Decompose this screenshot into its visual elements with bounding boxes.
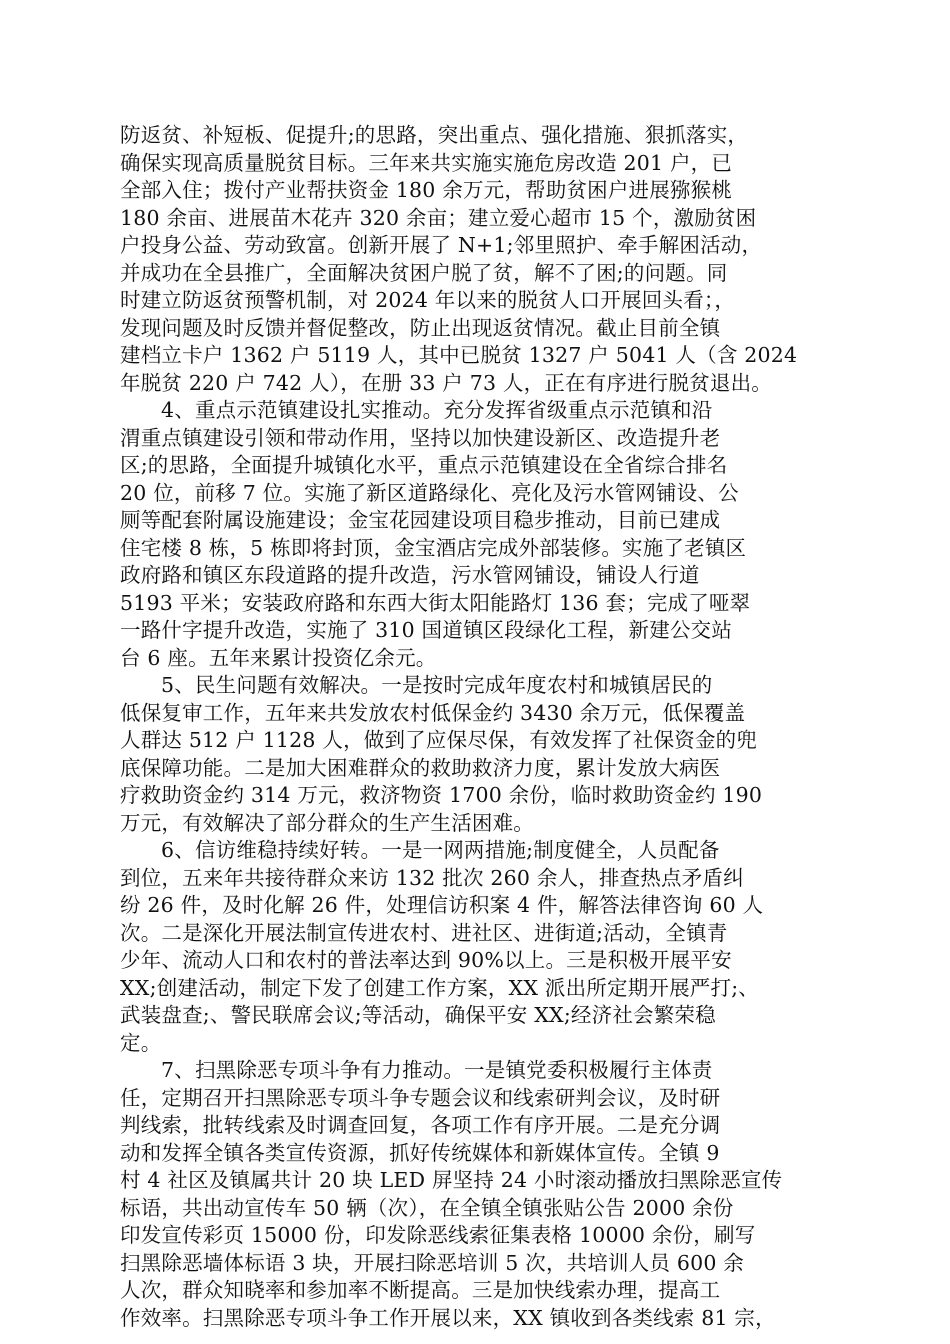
text-line: 5193 平米；安装政府路和东西大街太阳能路灯 136 套；完成了哑翠 — [120, 590, 751, 615]
text-line: 渭重点镇建设引领和带动作用，坚持以加快建设新区、改造提升老 — [120, 425, 721, 450]
paragraph-petition-stability — [120, 837, 832, 1057]
text-line: 厕等配套附属设施建设；金宝花园建设项目稳步推动，目前已建成 — [120, 508, 721, 532]
text-line: 扫黑除恶墙体标语 3 块，开展扫除恶培训 5 次，共培训人员 600 余 — [120, 1250, 745, 1275]
text-line: 4、重点示范镇建设扎实推动。充分发挥省级重点示范镇和沿 — [161, 398, 713, 422]
text-line: 确保实现高质量脱贫目标。三年来共实施实施危房改造 201 户，已 — [120, 150, 733, 175]
paragraph-poverty-alleviation — [120, 122, 832, 397]
text-line: 户投身公益、劳动致富。创新开展了 N+1;邻里照护、牵手解困活动， — [120, 233, 763, 257]
text-line: 疗救助资金约 314 万元，救济物资 1700 余份，临时救助资金约 190 — [120, 783, 763, 807]
text-line: 180 余亩、进展苗木花卉 320 余亩；建立爱心超市 15 个，激励贫困 — [120, 205, 757, 230]
paragraph-livelihood — [120, 672, 832, 837]
text-line: 判线索，批转线索及时调查回复，各项工作有序开展。二是充分调 — [120, 1113, 721, 1137]
text-line: 台 6 座。五年来累计投资亿余元。 — [120, 645, 437, 670]
text-line: 低保复审工作，五年来共发放农村低保金约 3430 余万元，低保覆盖 — [120, 700, 746, 725]
text-line: 武装盘查;、警民联席会议;等活动，确保平安 XX;经济社会繁荣稳 — [120, 1003, 716, 1027]
text-line: 动和发挥全镇各类宣传资源，抓好传统媒体和新媒体宣传。全镇 9 — [120, 1140, 720, 1165]
text-line: 定。 — [120, 1030, 162, 1055]
text-line: 7、扫黑除恶专项斗争有力推动。一是镇党委积极履行主体责 — [161, 1058, 713, 1082]
text-line: 防返贫、补短板、促提升;的思路，突出重点、强化措施、狠抓落实， — [120, 123, 749, 147]
text-line: 一路什字提升改造，实施了 310 国道镇区段绿化工程，新建公交站 — [120, 618, 733, 642]
text-line: 政府路和镇区东段道路的提升改造，污水管网铺设，铺设人行道 — [120, 563, 700, 587]
text-line: 万元，有效解决了部分群众的生产生活困难。 — [120, 810, 534, 835]
text-line: 底保障功能。二是加大困难群众的救助救济力度，累计发放大病医 — [120, 755, 721, 780]
document-body — [120, 122, 832, 1332]
text-line: 纷 26 件，及时化解 26 件，处理信访积案 4 件，解答法律咨询 60 人 — [120, 893, 764, 917]
text-line: 发现问题及时反馈并督促整改，防止出现返贫情况。截止目前全镇 — [120, 315, 721, 340]
text-line: 作效率。扫黑除恶专项斗争工作开展以来，XX 镇收到各类线索 81 宗， — [120, 1305, 776, 1330]
text-line: 区;的思路，全面提升城镇化水平，重点示范镇建设在全省综合排名 — [120, 453, 728, 477]
text-line: 印发宣传彩页 15000 份，印发除恶线索征集表格 10000 余份，刷写 — [120, 1223, 756, 1247]
text-line: 年脱贫 220 户 742 人），在册 33 户 73 人，正在有序进行脱贫退出。 — [120, 370, 773, 395]
text-line: 人次，群众知晓率和参加率不断提高。三是加快线索办理，提高工 — [120, 1278, 721, 1302]
text-line: 少年、流动人口和农村的普法率达到 90%以上。三是积极开展平安 — [120, 948, 732, 972]
text-line: 次。二是深化开展法制宣传进农村、进社区、进街道;活动，全镇青 — [120, 920, 728, 945]
text-line: 20 位，前移 7 位。实施了新区道路绿化、亮化及污水管网铺设、公 — [120, 480, 739, 505]
text-line: 时建立防返贫预警机制，对 2024 年以来的脱贫人口开展回头看；， — [120, 288, 736, 312]
text-line: XX;创建活动，制定下发了创建工作方案，XX 派出所定期开展严打;、 — [120, 975, 760, 1000]
paragraph-demonstration-town — [120, 397, 832, 672]
text-line: 人群达 512 户 1128 人，做到了应保尽保，有效发挥了社保资金的兜 — [120, 728, 758, 752]
text-line: 建档立卡户 1362 户 5119 人，其中已脱贫 1327 户 5041 人（含 2024 — [120, 343, 798, 367]
text-line: 并成功在全县推广，全面解决贫困户脱了贫，解不了困;的问题。同 — [120, 260, 728, 285]
text-line: 住宅楼 8 栋，5 栋即将封顶，金宝酒店完成外部装修。实施了老镇区 — [120, 535, 747, 560]
text-line: 村 4 社区及镇属共计 20 块 LED 屏坚持 24 小时滚动播放扫黑除恶宣传 — [120, 1168, 783, 1192]
text-line: 6、信访维稳持续好转。一是一网两措施;制度健全，人员配备 — [161, 838, 720, 862]
text-line: 标语，共出动宣传车 50 辆（次），在全镇全镇张贴公告 2000 余份 — [120, 1195, 734, 1220]
text-line: 5、民生问题有效解决。一是按时完成年度农村和城镇居民的 — [161, 673, 713, 697]
text-line: 到位，五来年共接待群众来访 132 批次 260 余人，排查热点矛盾纠 — [120, 865, 744, 890]
text-line: 全部入住；拨付产业帮扶资金 180 余万元，帮助贫困户进展猕猴桃 — [120, 178, 733, 202]
paragraph-anti-crime — [120, 1057, 832, 1332]
text-line: 任，定期召开扫黑除恶专项斗争专题会议和线索研判会议，及时研 — [120, 1085, 721, 1110]
